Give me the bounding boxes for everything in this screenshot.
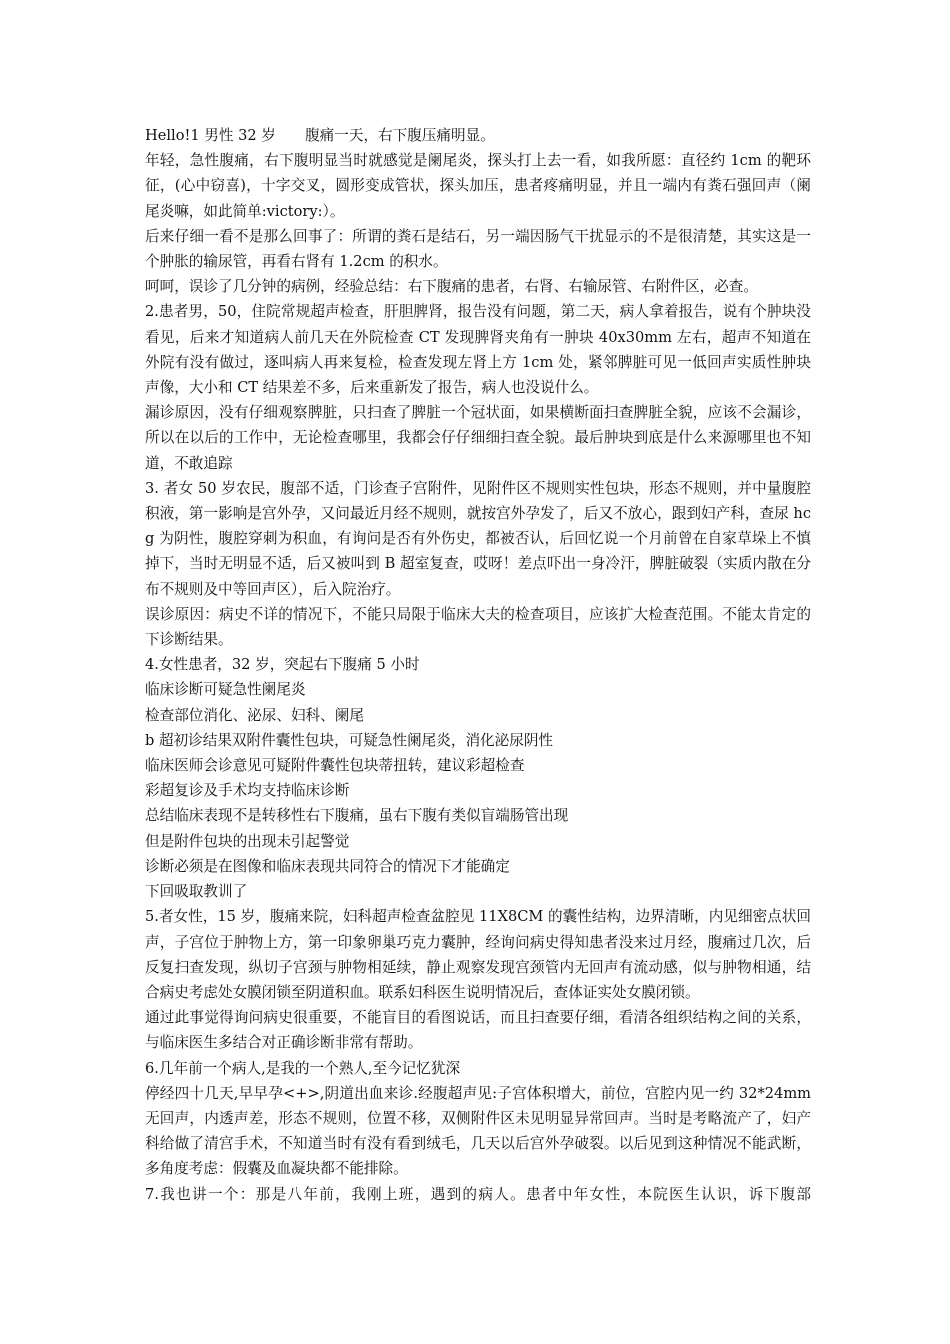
paragraph-case2-analysis: 漏诊原因，没有仔细观察脾脏，只扫查了脾脏一个冠状面，如果横断面扫查脾脏全貌，应该不会漏诊，所以在以后的工作中，无论检查哪里，我都会仔仔细细扫查全貌。最后肿块到底是什么来源哪里也不知道，不敢追踪 xyxy=(145,404,811,472)
paragraph-case1-correction: 后来仔细一看不是那么回事了：所谓的粪石是结石，另一端因肠气干扰显示的不是很清楚，其实这是一个肿胀的输尿管，再看右肾有 1.2cm 的积水。 xyxy=(145,227,811,271)
paragraph-case4-followup: 彩超复诊及手术均支持临床诊断 xyxy=(145,782,350,800)
paragraph-case2-description: 2.患者男，50，住院常规超声检查，肝胆脾肾，报告没有问题，第二天，病人拿着报告，说有个肿块没看见，后来才知道病人前几天在外院检查 CT 发现脾肾夹角有一肿块 40x30mm 左右，超声不知道在外院有没有做过，逐叫病人再来复检，检查发现左肾上方 1cm 处，紧邻脾脏可见一低回声实质性肿块声像，大小和 CT 结果差不多，后来重新发了报告，病人也没说什么。 xyxy=(145,303,811,397)
paragraph-case1-header: Hello!1 男性 32 岁 腹痛一天，右下腹压痛明显。 xyxy=(145,127,495,144)
paragraph-case4-clinical: 临床诊断可疑急性阑尾炎 xyxy=(145,681,306,699)
paragraph-case6-header: 6.几年前一个病人,是我的一个熟人,至今记忆犹深 xyxy=(145,1059,461,1077)
paragraph-case4-note: 但是附件包块的出现未引起警觉 xyxy=(145,832,350,850)
paragraph-case4-consult: 临床医师会诊意见可疑附件囊性包块蒂扭转，建议彩超检查 xyxy=(145,757,525,775)
paragraph-case7-description: 7.我也讲一个：那是八年前，我刚上班，遇到的病人。患者中年女性，本院医生认识，诉下腹部 xyxy=(145,1185,811,1203)
paragraph-case4-exam-sites: 检查部位消化、泌尿、妇科、阑尾 xyxy=(145,706,364,724)
paragraph-case4-closing: 下回吸取教训了 xyxy=(145,883,248,901)
paragraph-case5-lesson: 通过此事觉得询问病史很重要，不能盲目的看图说话，而且扫查要仔细，看清各组织结构之间的关系，与临床医生多结合对正确诊断非常有帮助。 xyxy=(145,1009,811,1052)
paragraph-case4-initial-result: b 超初诊结果双附件囊性包块，可疑急性阑尾炎，消化泌尿阴性 xyxy=(145,731,554,749)
paragraph-case6-description: 停经四十几天,早早孕<+>,阴道出血来诊.经腹超声见:子宫体积增大，前位，宫腔内见一约 32*24mm 无回声，内透声差，形态不规则，位置不移，双侧附件区未见明显异常回声。当时是考略流产了，妇产科给做了清宫手术，不知道当时有没有看到绒毛，几天以后宫外孕破裂。以后见到这种情况不能武断，多角度考虑：假囊及血凝块都不能排除。 xyxy=(145,1084,811,1178)
paragraph-case5-description: 5.者女性，15 岁，腹痛来院，妇科超声检查盆腔见 11X8CM 的囊性结构，边界清晰，内见细密点状回声，子宫位于肿物上方，第一印象卵巢巧克力囊肿，经询问病史得知患者没来过月经，腹痛过几次，后反复扫查发现，纵切子宫颈与肿物相延续，静止观察发现宫颈管内无回声有流动感，似与肿物相通，结合病史考虑处女膜闭锁至阴道积血。联系妇科医生说明情况后，查体证实处女膜闭锁。 xyxy=(145,908,811,1001)
paragraph-case3-description: 3. 者女 50 岁农民，腹部不适，门诊查子宫附件，见附件区不规则实性包块，形态不规则，并中量腹腔积液，第一影响是宫外孕，又问最近月经不规则，就按宫外孕发了，后又不放心，跟到妇产科，查尿 hcg 为阴性，腹腔穿刺为积血，有询问是否有外伤史，都被否认，后回忆说一个月前曾在自家草垛上不慎掉下，当时无明显不适，后又被叫到 B 超室复查，哎呀！差点吓出一身冷汗，脾脏破裂（实质内散在分布不规则及中等回声区），后入院治疗。 xyxy=(145,479,811,598)
paragraph-case4-lesson: 诊断必须是在图像和临床表现共同符合的情况下才能确定 xyxy=(145,857,510,875)
paragraph-case4-summary: 总结临床表现不是转移性右下腹痛，虽右下腹有类似盲端肠管出现 xyxy=(145,807,569,825)
paragraph-case4-header: 4.女性患者，32 岁，突起右下腹痛 5 小时 xyxy=(145,656,420,674)
paragraph-case1-summary: 呵呵，误诊了几分钟的病例，经验总结：右下腹痛的患者，右肾、右输尿管、右附件区，必查。 xyxy=(145,278,758,296)
document-body xyxy=(145,123,811,1207)
paragraph-case3-analysis: 误诊原因：病史不详的情况下，不能只局限于临床大夫的检查项目，应该扩大检查范围。不能太肯定的下诊断结果。 xyxy=(145,605,811,649)
paragraph-case1-description: 年轻，急性腹痛，右下腹明显当时就感觉是阑尾炎，探头打上去一看，如我所愿：直径约 1cm 的靶环征，(心中窃喜)，十字交叉，圆形变成管状，探头加压，患者疼痛明显，并且一端内有粪石强回声（阑尾炎嘛，如此简单:victory:）。 xyxy=(145,152,811,220)
